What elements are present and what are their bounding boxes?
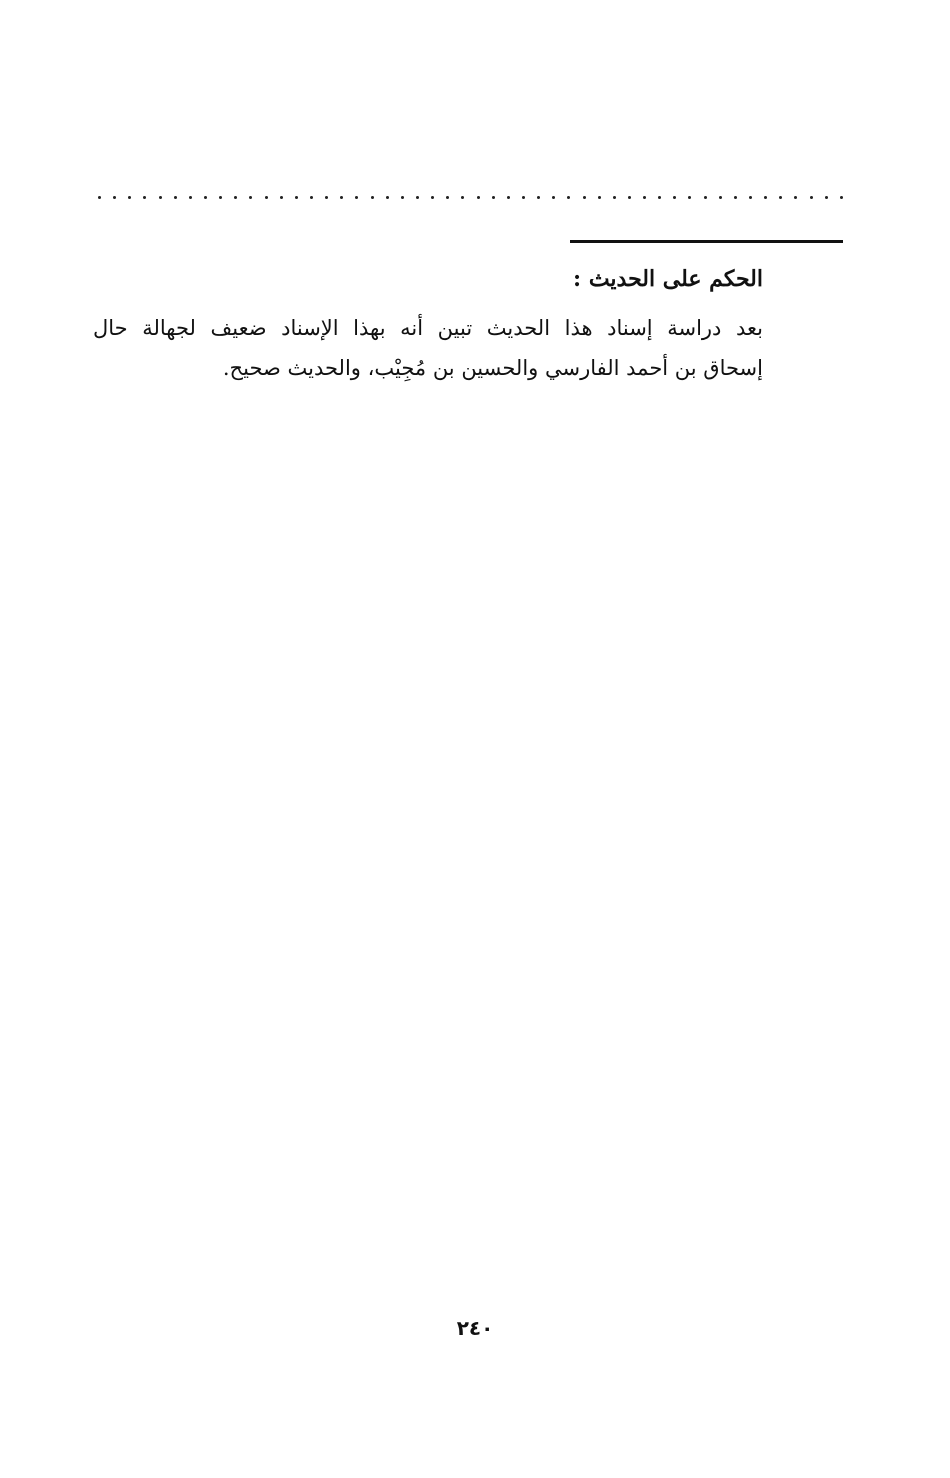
section-heading: الحكم على الحديث :: [573, 266, 763, 292]
separator-dot: [794, 196, 797, 199]
separator-dot: [128, 196, 131, 199]
separator-dot: [522, 196, 525, 199]
separator-dot: [325, 196, 328, 199]
separator-dot: [461, 196, 464, 199]
separator-dot: [113, 196, 116, 199]
separator-dot: [688, 196, 691, 199]
separator-dot: [552, 196, 555, 199]
separator-dot: [234, 196, 237, 199]
separator-dot: [749, 196, 752, 199]
separator-dot: [598, 196, 601, 199]
separator-dot: [340, 196, 343, 199]
separator-dot: [204, 196, 207, 199]
separator-dot: [673, 196, 676, 199]
section-rule: [570, 240, 843, 243]
separator-dot: [764, 196, 767, 199]
separator-dot: [174, 196, 177, 199]
body-line-1: بعد دراسة إسناد هذا الحديث تبين أنه بهذا الإسناد ضعيف لجهالة حال: [93, 316, 763, 340]
separator-dot: [567, 196, 570, 199]
page-number: ٢٤٠: [456, 1316, 494, 1340]
separator-dot: [265, 196, 268, 199]
separator-dot: [492, 196, 495, 199]
body-paragraph: [93, 308, 763, 388]
separator-dot: [779, 196, 782, 199]
separator-dot: [628, 196, 631, 199]
separator-dot: [401, 196, 404, 199]
separator-dot: [507, 196, 510, 199]
separator-dot: [416, 196, 419, 199]
separator-dot: [810, 196, 813, 199]
dotted-separator: [98, 190, 843, 204]
separator-dot: [431, 196, 434, 199]
separator-dot: [704, 196, 707, 199]
separator-dot: [310, 196, 313, 199]
separator-dot: [734, 196, 737, 199]
separator-dot: [98, 196, 101, 199]
separator-dot: [840, 196, 843, 199]
separator-dot: [613, 196, 616, 199]
separator-dot: [446, 196, 449, 199]
separator-dot: [189, 196, 192, 199]
separator-dot: [658, 196, 661, 199]
separator-dot: [280, 196, 283, 199]
separator-dot: [371, 196, 374, 199]
separator-dot: [143, 196, 146, 199]
separator-dot: [219, 196, 222, 199]
body-line-2: إسحاق بن أحمد الفارسي والحسين بن مُجِيْب، والحديث صحيح.: [222, 356, 763, 380]
separator-dot: [537, 196, 540, 199]
separator-dot: [477, 196, 480, 199]
separator-dot: [643, 196, 646, 199]
separator-dot: [355, 196, 358, 199]
separator-dot: [386, 196, 389, 199]
separator-dot: [159, 196, 162, 199]
separator-dot: [719, 196, 722, 199]
separator-dot: [249, 196, 252, 199]
separator-dot: [295, 196, 298, 199]
separator-dot: [825, 196, 828, 199]
separator-dot: [583, 196, 586, 199]
